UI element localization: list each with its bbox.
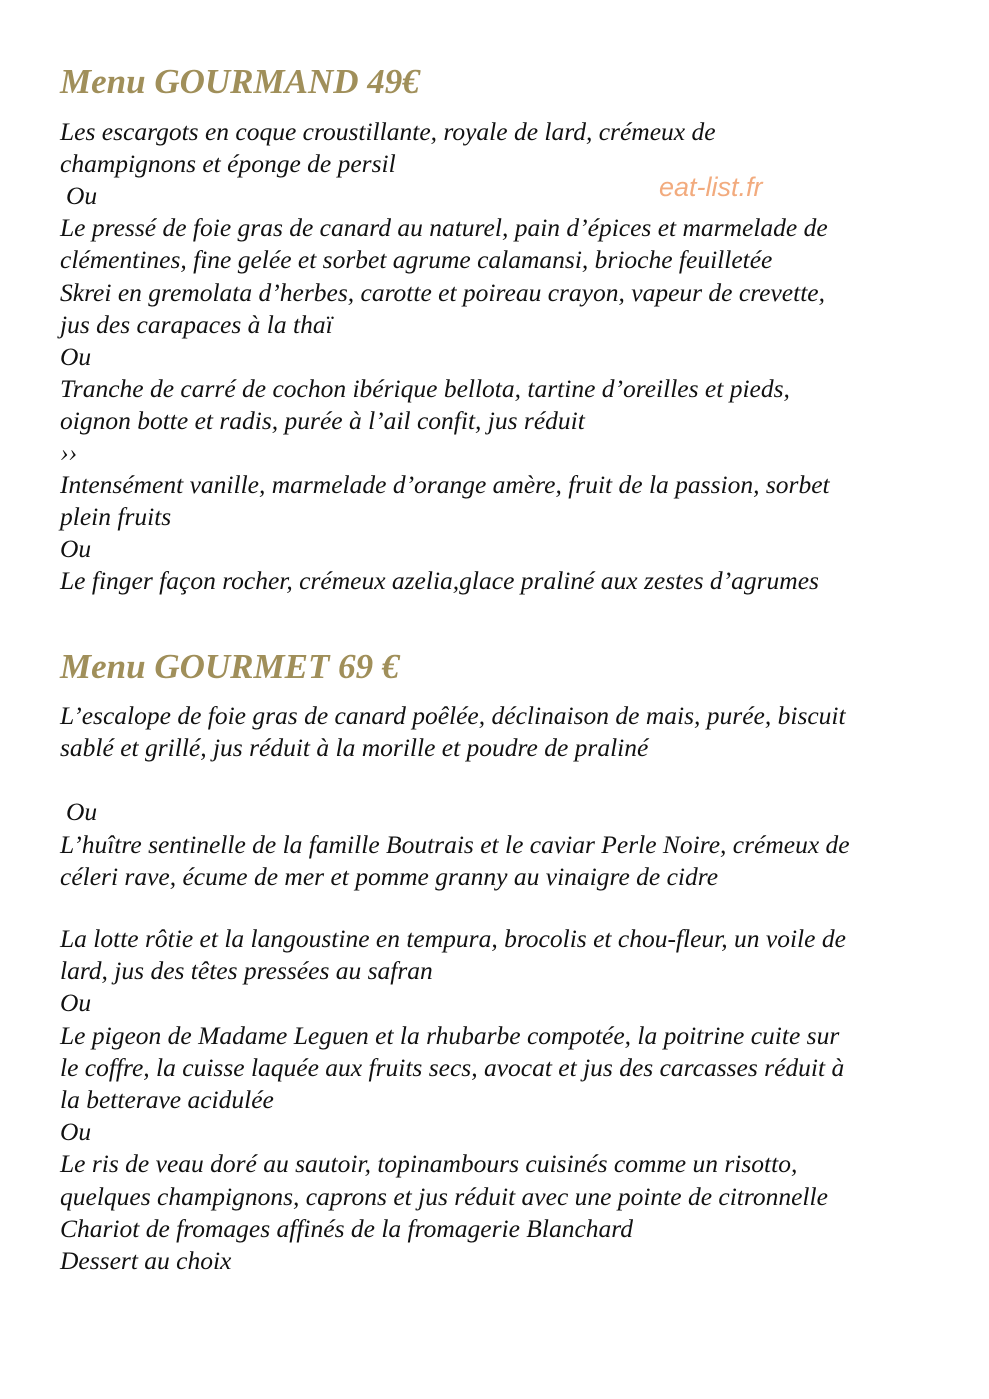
menu-gourmand-line: Les escargots en coque croustillante, royale de lard, crémeux de [60, 117, 716, 146]
menu-gourmet-line: quelques champignons, caprons et jus réduit avec une pointe de citronnelle [60, 1182, 828, 1211]
menu-gourmet-line: lard, jus des têtes pressées au safran [60, 956, 433, 985]
menu-gourmet-line: céleri rave, écume de mer et pomme granny au vinaigre de cidre [60, 862, 719, 891]
menu-gourmet-line: L’escalope de foie gras de canard poêlée, déclinaison de mais, purée, biscuit [60, 701, 846, 730]
menu-gourmet-line: le coffre, la cuisse laquée aux fruits secs, avocat et jus des carcasses réduit à [60, 1053, 845, 1082]
menu-gourmand-line: Skrei en gremolata d’herbes, carotte et poireau crayon, vapeur de crevette, [60, 278, 825, 307]
menu-gourmet-or: Ou [66, 797, 98, 826]
menu-gourmand-line: jus des carapaces à la thaï [60, 310, 333, 339]
menu-gourmand-separator: ›› [60, 438, 77, 467]
menu-gourmand-or: Ou [66, 181, 98, 210]
menu-gourmet-or: Ou [60, 988, 92, 1017]
menu-gourmand-line: Tranche de carré de cochon ibérique bellota, tartine d’oreilles et pieds, [60, 374, 790, 403]
menu-gourmet-title: Menu GOURMET 69 € [60, 647, 400, 686]
menu-gourmand-title: Menu GOURMAND 49€ [60, 62, 420, 101]
menu-gourmet-line: la betterave acidulée [60, 1085, 274, 1114]
menu-gourmet-line: Chariot de fromages affinés de la fromagerie Blanchard [60, 1214, 633, 1243]
menu-gourmand-or: Ou [60, 342, 92, 371]
menu-gourmand-line: plein fruits [60, 502, 172, 531]
menu-gourmand-or: Ou [60, 534, 92, 563]
menu-gourmand-line: Le pressé de foie gras de canard au naturel, pain d’épices et marmelade de [60, 213, 828, 242]
menu-gourmet-line: sablé et grillé, jus réduit à la morille et poudre de praliné [60, 733, 649, 762]
menu-gourmand-line: champignons et éponge de persil [60, 149, 396, 178]
menu-gourmet-line: L’huître sentinelle de la famille Boutrais et le caviar Perle Noire, crémeux de [60, 830, 850, 859]
menu-gourmet-line: Le pigeon de Madame Leguen et la rhubarbe compotée, la poitrine cuite sur [60, 1021, 840, 1050]
menu-gourmand-line: oignon botte et radis, purée à l’ail confit, jus réduit [60, 406, 585, 435]
menu-gourmand-line: Intensément vanille, marmelade d’orange amère, fruit de la passion, sorbet [60, 470, 830, 499]
menu-gourmand-line: clémentines, fine gelée et sorbet agrume calamansi, brioche feuilletée [60, 245, 773, 274]
menu-gourmet-line: Dessert au choix [60, 1246, 232, 1275]
watermark-text: eat-list.fr [659, 172, 763, 202]
menu-gourmet-line: Le ris de veau doré au sautoir, topinambours cuisinés comme un risotto, [60, 1149, 798, 1178]
menu-gourmet-or: Ou [60, 1117, 92, 1146]
menu-gourmand-line: Le finger façon rocher, crémeux azelia,glace praliné aux zestes d’agrumes [60, 566, 819, 595]
menu-gourmet-line: La lotte rôtie et la langoustine en tempura, brocolis et chou-fleur, un voile de [60, 924, 846, 953]
